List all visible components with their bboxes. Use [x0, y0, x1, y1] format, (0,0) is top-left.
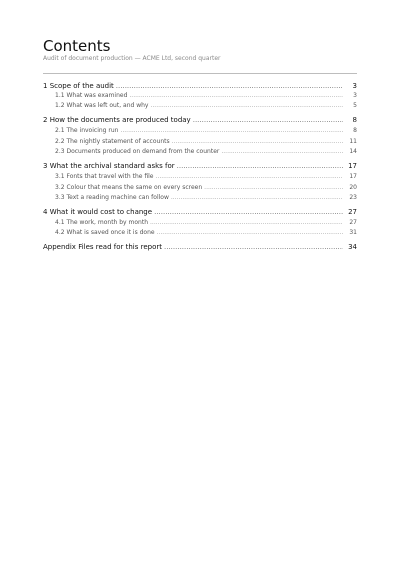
toc-page-number: 17: [348, 162, 357, 170]
toc-page-number: 14: [349, 148, 357, 155]
toc-page-number: 34: [348, 243, 357, 251]
toc-leader: [193, 116, 343, 125]
toc-entry-1-1[interactable]: [55, 92, 357, 100]
toc-label: The nightly statement of accounts: [66, 138, 170, 145]
toc-label: What is saved once it is done: [66, 229, 155, 236]
toc-number: 3: [43, 162, 48, 170]
toc-leader: [129, 92, 343, 100]
toc-leader: [177, 162, 343, 171]
toc-entry-1-2[interactable]: [55, 102, 357, 110]
toc-leader: [172, 138, 343, 146]
toc-number: 4: [43, 208, 48, 216]
toc-number: 1.2: [55, 102, 65, 109]
toc-entry-3-1[interactable]: [55, 173, 357, 181]
toc-page-number: 31: [349, 229, 357, 236]
toc-leader: [204, 184, 343, 192]
toc-label: The invoicing run: [66, 127, 119, 134]
toc-page-number: 3: [353, 92, 357, 99]
toc-entry-1[interactable]: [43, 82, 357, 91]
toc-label: Files read for this report: [78, 243, 162, 251]
toc-page-number: 17: [349, 173, 357, 180]
toc-entry-3-3[interactable]: [55, 194, 357, 202]
toc-page-number: 23: [349, 194, 357, 201]
toc-number: 1.1: [55, 92, 65, 99]
toc-leader: [150, 219, 343, 227]
toc-label: How the documents are produced today: [49, 116, 191, 124]
toc-entry-4-1[interactable]: [55, 219, 357, 227]
toc-leader: [150, 102, 343, 110]
toc-leader: [154, 208, 343, 217]
toc-label: What it would cost to change: [49, 208, 153, 216]
toc-label: What was examined: [66, 92, 128, 99]
toc-number: 2.2: [55, 138, 65, 145]
toc-leader: [171, 194, 343, 202]
toc-entry-2-2[interactable]: [55, 138, 357, 146]
toc-label: Colour that means the same on every screen: [66, 184, 203, 191]
toc-entry-2[interactable]: [43, 116, 357, 125]
toc-entry-3-2[interactable]: [55, 184, 357, 192]
page-subtitle: Audit of document production — ACME Ltd, second quarter: [43, 55, 221, 62]
toc-page-number: 5: [353, 102, 357, 109]
toc-leader: [116, 82, 343, 91]
toc-number: 3.2: [55, 184, 65, 191]
toc-number: Appendix: [43, 243, 76, 251]
title-divider: [43, 73, 357, 74]
toc-number: 1: [43, 82, 48, 90]
toc-label: What the archival standard asks for: [49, 162, 175, 170]
toc-number: 4.1: [55, 219, 65, 226]
toc-entry-4[interactable]: [43, 208, 357, 217]
toc-leader: [164, 243, 343, 252]
toc-page-number: 27: [349, 219, 357, 226]
toc-number: 3.3: [55, 194, 65, 201]
toc-label: Documents produced on demand from the counter: [66, 148, 220, 155]
toc-entry-2-3[interactable]: [55, 148, 357, 156]
toc-page-number: 11: [349, 138, 357, 145]
toc-label: Fonts that travel with the file: [66, 173, 154, 180]
toc-entry-2-1[interactable]: [55, 127, 357, 135]
toc-page-number: 3: [352, 82, 357, 90]
toc-label: Scope of the audit: [49, 82, 114, 90]
toc-label: Text a reading machine can follow: [66, 194, 169, 201]
toc-number: 4.2: [55, 229, 65, 236]
toc-label: What was left out, and why: [66, 102, 149, 109]
toc-number: 2.1: [55, 127, 65, 134]
toc-leader: [221, 148, 343, 156]
toc-entry-appendix[interactable]: [43, 243, 357, 252]
toc-entry-4-2[interactable]: [55, 229, 357, 237]
toc-page-number: 8: [352, 116, 357, 124]
toc-number: 3.1: [55, 173, 65, 180]
toc-number: 2: [43, 116, 48, 124]
toc-leader: [157, 229, 343, 237]
toc-leader: [120, 127, 343, 135]
toc-number: 2.3: [55, 148, 65, 155]
toc-leader: [156, 173, 344, 181]
toc-entry-3[interactable]: [43, 162, 357, 171]
page-title: Contents: [43, 37, 111, 55]
toc-page-number: 27: [348, 208, 357, 216]
toc-page-number: 8: [353, 127, 357, 134]
toc-page-number: 20: [349, 184, 357, 191]
toc-label: The work, month by month: [66, 219, 148, 226]
